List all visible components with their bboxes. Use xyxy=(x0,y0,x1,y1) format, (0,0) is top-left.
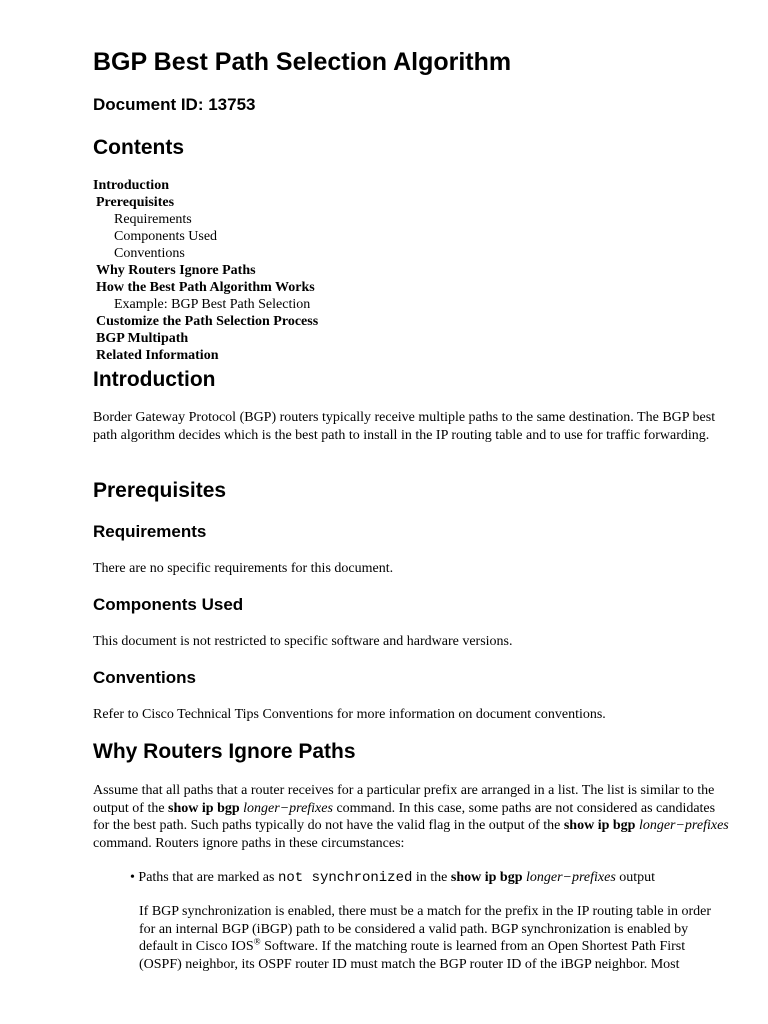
toc-item[interactable]: Requirements xyxy=(114,212,192,227)
toc-item[interactable]: Why Routers Ignore Paths xyxy=(96,263,256,278)
why-ignore-heading: Why Routers Ignore Paths xyxy=(93,740,356,763)
command-text: show ip bgp xyxy=(563,818,636,833)
toc-item[interactable]: Customize the Path Selection Process xyxy=(96,314,319,329)
table-of-contents xyxy=(93,177,318,364)
toc-item[interactable]: Components Used xyxy=(114,229,218,244)
toc-item[interactable]: Introduction xyxy=(93,178,169,193)
command-argument: longer−prefixes xyxy=(525,870,616,885)
components-text: This document is not restricted to specific software and hardware versions. xyxy=(93,634,513,649)
registered-mark: ® xyxy=(253,936,261,947)
toc-item[interactable]: BGP Multipath xyxy=(96,331,189,346)
command-text: show ip bgp xyxy=(168,800,240,816)
components-heading: Components Used xyxy=(93,595,244,614)
command-text: show ip bgp xyxy=(450,870,523,885)
contents-heading: Contents xyxy=(93,136,184,159)
introduction-heading: Introduction xyxy=(93,368,216,391)
page-title: BGP Best Path Selection Algorithm xyxy=(93,48,512,76)
command-argument: longer−prefixes xyxy=(638,818,729,833)
toc-item[interactable]: How the Best Path Algorithm Works xyxy=(96,280,315,295)
toc-item[interactable]: Prerequisites xyxy=(96,195,175,210)
conventions-text: Refer to Cisco Technical Tips Conventions for more information on document conventions. xyxy=(93,707,606,722)
prerequisites-heading: Prerequisites xyxy=(93,479,227,502)
bullet-icon: • xyxy=(130,870,135,885)
requirements-heading: Requirements xyxy=(93,522,207,541)
toc-item[interactable]: Example: BGP Best Path Selection xyxy=(114,297,311,312)
list-item-detail: If BGP synchronization is enabled, there must be a match for the prefix in the IP routing table in order for an internal BGP (iBGP) path to be considered a valid path. BGP synchronization is enabled by default in Cisco IOS® Software. If the matching route is learned from an Open Shortest Path First (OSPF) neighbor, its OSPF router ID must match the BGP router ID of the iBGP neighbor. Most xyxy=(139,904,712,972)
why-ignore-text: Assume that all paths that a router receives for a particular prefix are arranged in a list. The list is similar to the output of the show ip bgp longer−prefixes command. In this case, some paths are not considered as candidates for the best path. Such paths typically do not have the valid flag in the output of the show ip bgp longer−prefixes command. Routers ignore paths in these circumstances: xyxy=(93,783,729,851)
toc-item[interactable]: Related Information xyxy=(96,348,219,363)
introduction-text: Border Gateway Protocol (BGP) routers typically receive multiple paths to the same destination. The BGP best path algorithm decides which is the best path to install in the IP routing table and to use for traffic forwarding. xyxy=(93,410,716,443)
toc-item[interactable]: Conventions xyxy=(114,246,185,261)
command-argument: longer−prefixes xyxy=(243,800,333,816)
list-item: • Paths that are marked as not synchronized in the show ip bgp longer−prefixes output xyxy=(130,870,656,886)
document-id: Document ID: 13753 xyxy=(93,95,256,114)
requirements-text: There are no specific requirements for this document. xyxy=(93,561,394,576)
code-text: not synchronized xyxy=(277,870,413,886)
conventions-heading: Conventions xyxy=(93,668,196,687)
